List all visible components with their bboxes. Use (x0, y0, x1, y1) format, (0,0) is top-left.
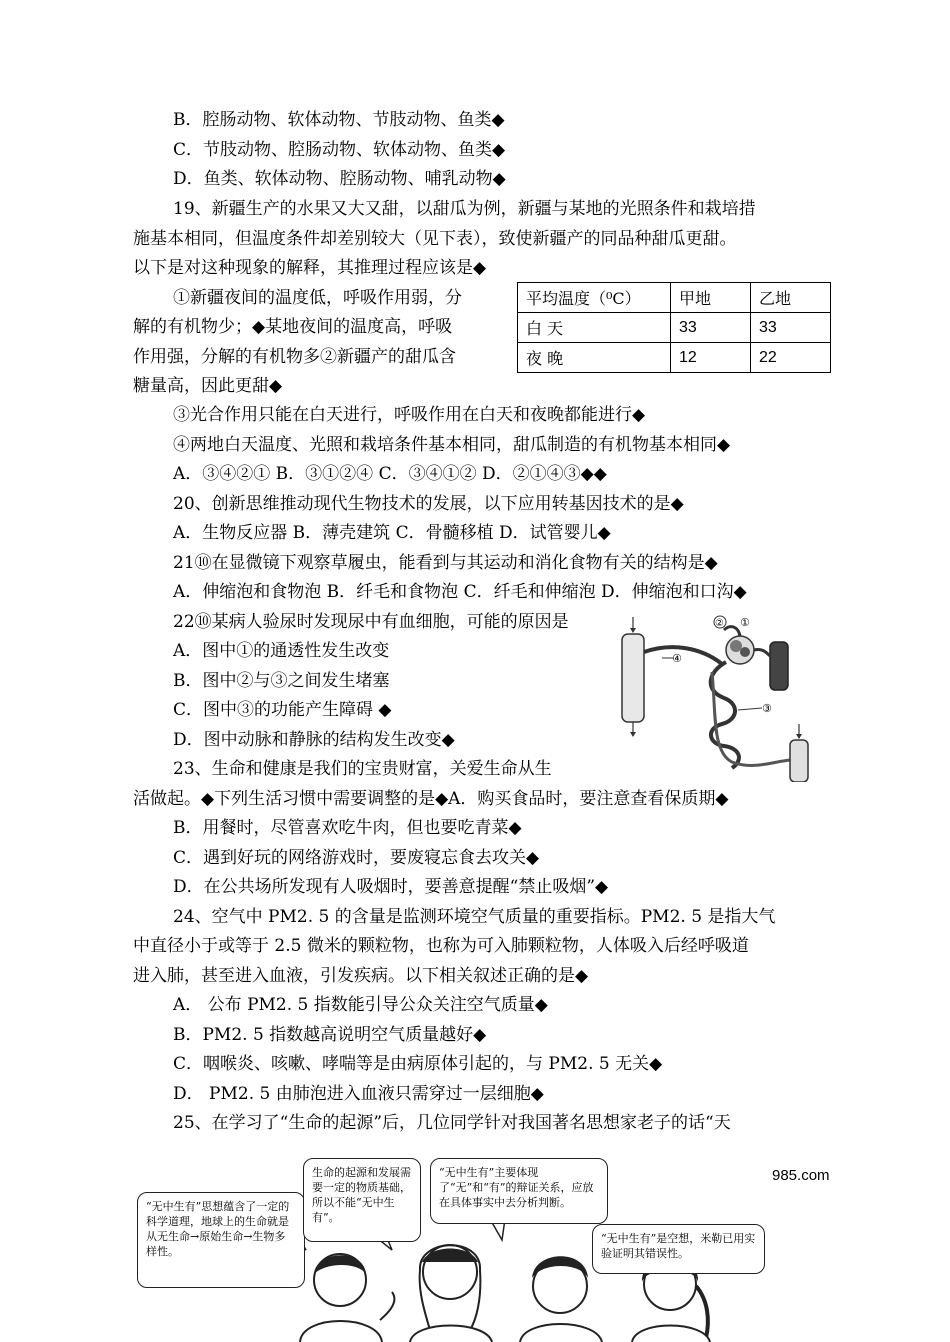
q21-stem: 21⑩在显微镜下观察草履虫，能看到与其运动和消化食物有关的结构是◆ (173, 553, 718, 573)
q24-option-d: D． PM2. 5 由肺泡进入血液只需穿过一层细胞◆ (173, 1084, 544, 1104)
table-row (518, 313, 831, 343)
nephron-diagram (612, 612, 822, 782)
q24-stem-line1: 24、空气中 PM2. 5 的含量是监测环境空气质量的重要指标。PM2. 5 是指大气 (173, 907, 776, 927)
q18-option-c: C．节肢动物、腔肠动物、软体动物、鱼类◆ (173, 140, 506, 160)
speech-bubble-3: “无中生有”主要体现了“无”和“有”的辩证关系，应放在具体事实中去分析判断。 (430, 1158, 608, 1224)
q24-option-b: B．PM2. 5 指数越高说明空气质量越好◆ (173, 1025, 487, 1045)
q19-reason-1b: 解的有机物少；◆某地夜间的温度高，呼吸 (133, 317, 453, 337)
q22-option-d: D．图中动脉和静脉的结构发生改变◆ (173, 730, 455, 750)
q18-option-d: D．鱼类、软体动物、腔肠动物、哺乳动物◆ (173, 169, 506, 189)
q24-stem-line3: 进入肺，甚至进入血液，引发疾病。以下相关叙述正确的是◆ (133, 966, 589, 986)
q19-stem-line3: 以下是对这种现象的解释，其推理过程应该是◆ (133, 258, 487, 278)
q18-option-b: B．腔肠动物、软体动物、节肢动物、鱼类◆ (173, 110, 505, 130)
q24-option-a: A． 公布 PM2. 5 指数能引导公众关注空气质量◆ (173, 995, 548, 1015)
q22-option-c: C．图中③的功能产生障碍 ◆ (173, 700, 392, 720)
diagram-label-4: ④ (672, 652, 682, 665)
watermark-text: 985.com (772, 1167, 830, 1184)
q21-options: A．伸缩泡和食物泡 B．纤毛和食物泡 C．纤毛和伸缩泡 D．伸缩泡和口沟◆ (173, 582, 747, 602)
q22-stem: 22⑩某病人验尿时发现尿中有血细胞，可能的原因是 (173, 612, 569, 632)
q19-options: A．③④②① B．③①②④ C．③④①② D．②①④③◆◆ (173, 464, 607, 484)
q23-stem-line1: 23、生命和健康是我们的宝贵财富，关爱生命从生 (173, 759, 552, 779)
diagram-label-2: ② (715, 618, 724, 629)
q23-stem-line2: 活做起。◆下列生活习惯中需要调整的是◆A．购买食品时，要注意查看保质期◆ (133, 789, 729, 809)
speech-bubble-2: 生命的起源和发展需要一定的物质基础，所以不能“无中生有”。 (303, 1158, 421, 1242)
q24-stem-line2: 中直径小于或等于 2.5 微米的颗粒物，也称为可入肺颗粒物，人体吸入后经呼吸道 (133, 936, 749, 956)
q19-reason-4: ④两地白天温度、光照和栽培条件基本相同，甜瓜制造的有机物基本相同◆ (173, 435, 731, 455)
speech-bubble-1: “无中生有”思想蕴含了一定的科学道理，地球上的生命就是从无生命→原始生命→生物多样性。 (137, 1192, 305, 1288)
diagram-label-3: ③ (762, 702, 772, 715)
table-cell: 33 (671, 313, 751, 343)
q19-reason-1: ①新疆夜间的温度低，呼吸作用弱，分 (173, 288, 462, 308)
table-row (518, 343, 831, 373)
q19-stem-line2: 施基本相同，但温度条件却差别较大（见下表），致使新疆产的同品种甜瓜更甜。 (133, 229, 737, 249)
speech-bubble-4: “无中生有”是空想，米勒已用实验证明其错误性。 (592, 1224, 765, 1274)
q23-option-d: D．在公共场所发现有人吸烟时，要善意提醒“禁止吸烟”◆ (173, 877, 609, 897)
table-header-cell: 甲地 (671, 283, 751, 313)
diagram-label-1: ① (740, 616, 750, 629)
table-row (518, 283, 831, 313)
q19-reason-1c: 作用强，分解的有机物多②新疆产的甜瓜含 (133, 347, 456, 367)
q24-option-c: C．咽喉炎、咳嗽、哮喘等是由病原体引起的，与 PM2. 5 无关◆ (173, 1054, 663, 1074)
q22-option-a: A．图中①的通透性发生改变 (173, 641, 390, 661)
q22-option-b: B．图中②与③之间发生堵塞 (173, 671, 390, 691)
q20-options: A．生物反应器 B．薄壳建筑 C．骨髓移植 D．试管婴儿◆ (173, 523, 611, 543)
table-header-cell: 乙地 (751, 283, 831, 313)
temperature-table (517, 282, 831, 373)
q19-reason-1d: 糖量高，因此更甜◆ (133, 376, 283, 396)
table-cell: 33 (751, 313, 831, 343)
table-header-cell: 平均温度（⁰C） (518, 283, 671, 313)
q23-option-b: B．用餐时，尽管喜欢吃牛肉，但也要吃青菜◆ (173, 818, 522, 838)
q23-option-c: C．遇到好玩的网络游戏时，要废寝忘食去攻关◆ (173, 848, 540, 868)
q25-stem: 25、在学习了“生命的起源”后，几位同学针对我国著名思想家老子的话“天 (173, 1113, 731, 1133)
table-cell: 白 天 (518, 313, 671, 343)
q19-reason-3: ③光合作用只能在白天进行，呼吸作用在白天和夜晚都能进行◆ (173, 405, 646, 425)
q20-stem: 20、创新思维推动现代生物技术的发展，以下应用转基因技术的是◆ (173, 494, 684, 514)
table-cell: 夜 晚 (518, 343, 671, 373)
table-cell: 12 (671, 343, 751, 373)
table-cell: 22 (751, 343, 831, 373)
q19-stem-line1: 19、新疆生产的水果又大又甜，以甜瓜为例，新疆与某地的光照条件和栽培措 (173, 199, 756, 219)
